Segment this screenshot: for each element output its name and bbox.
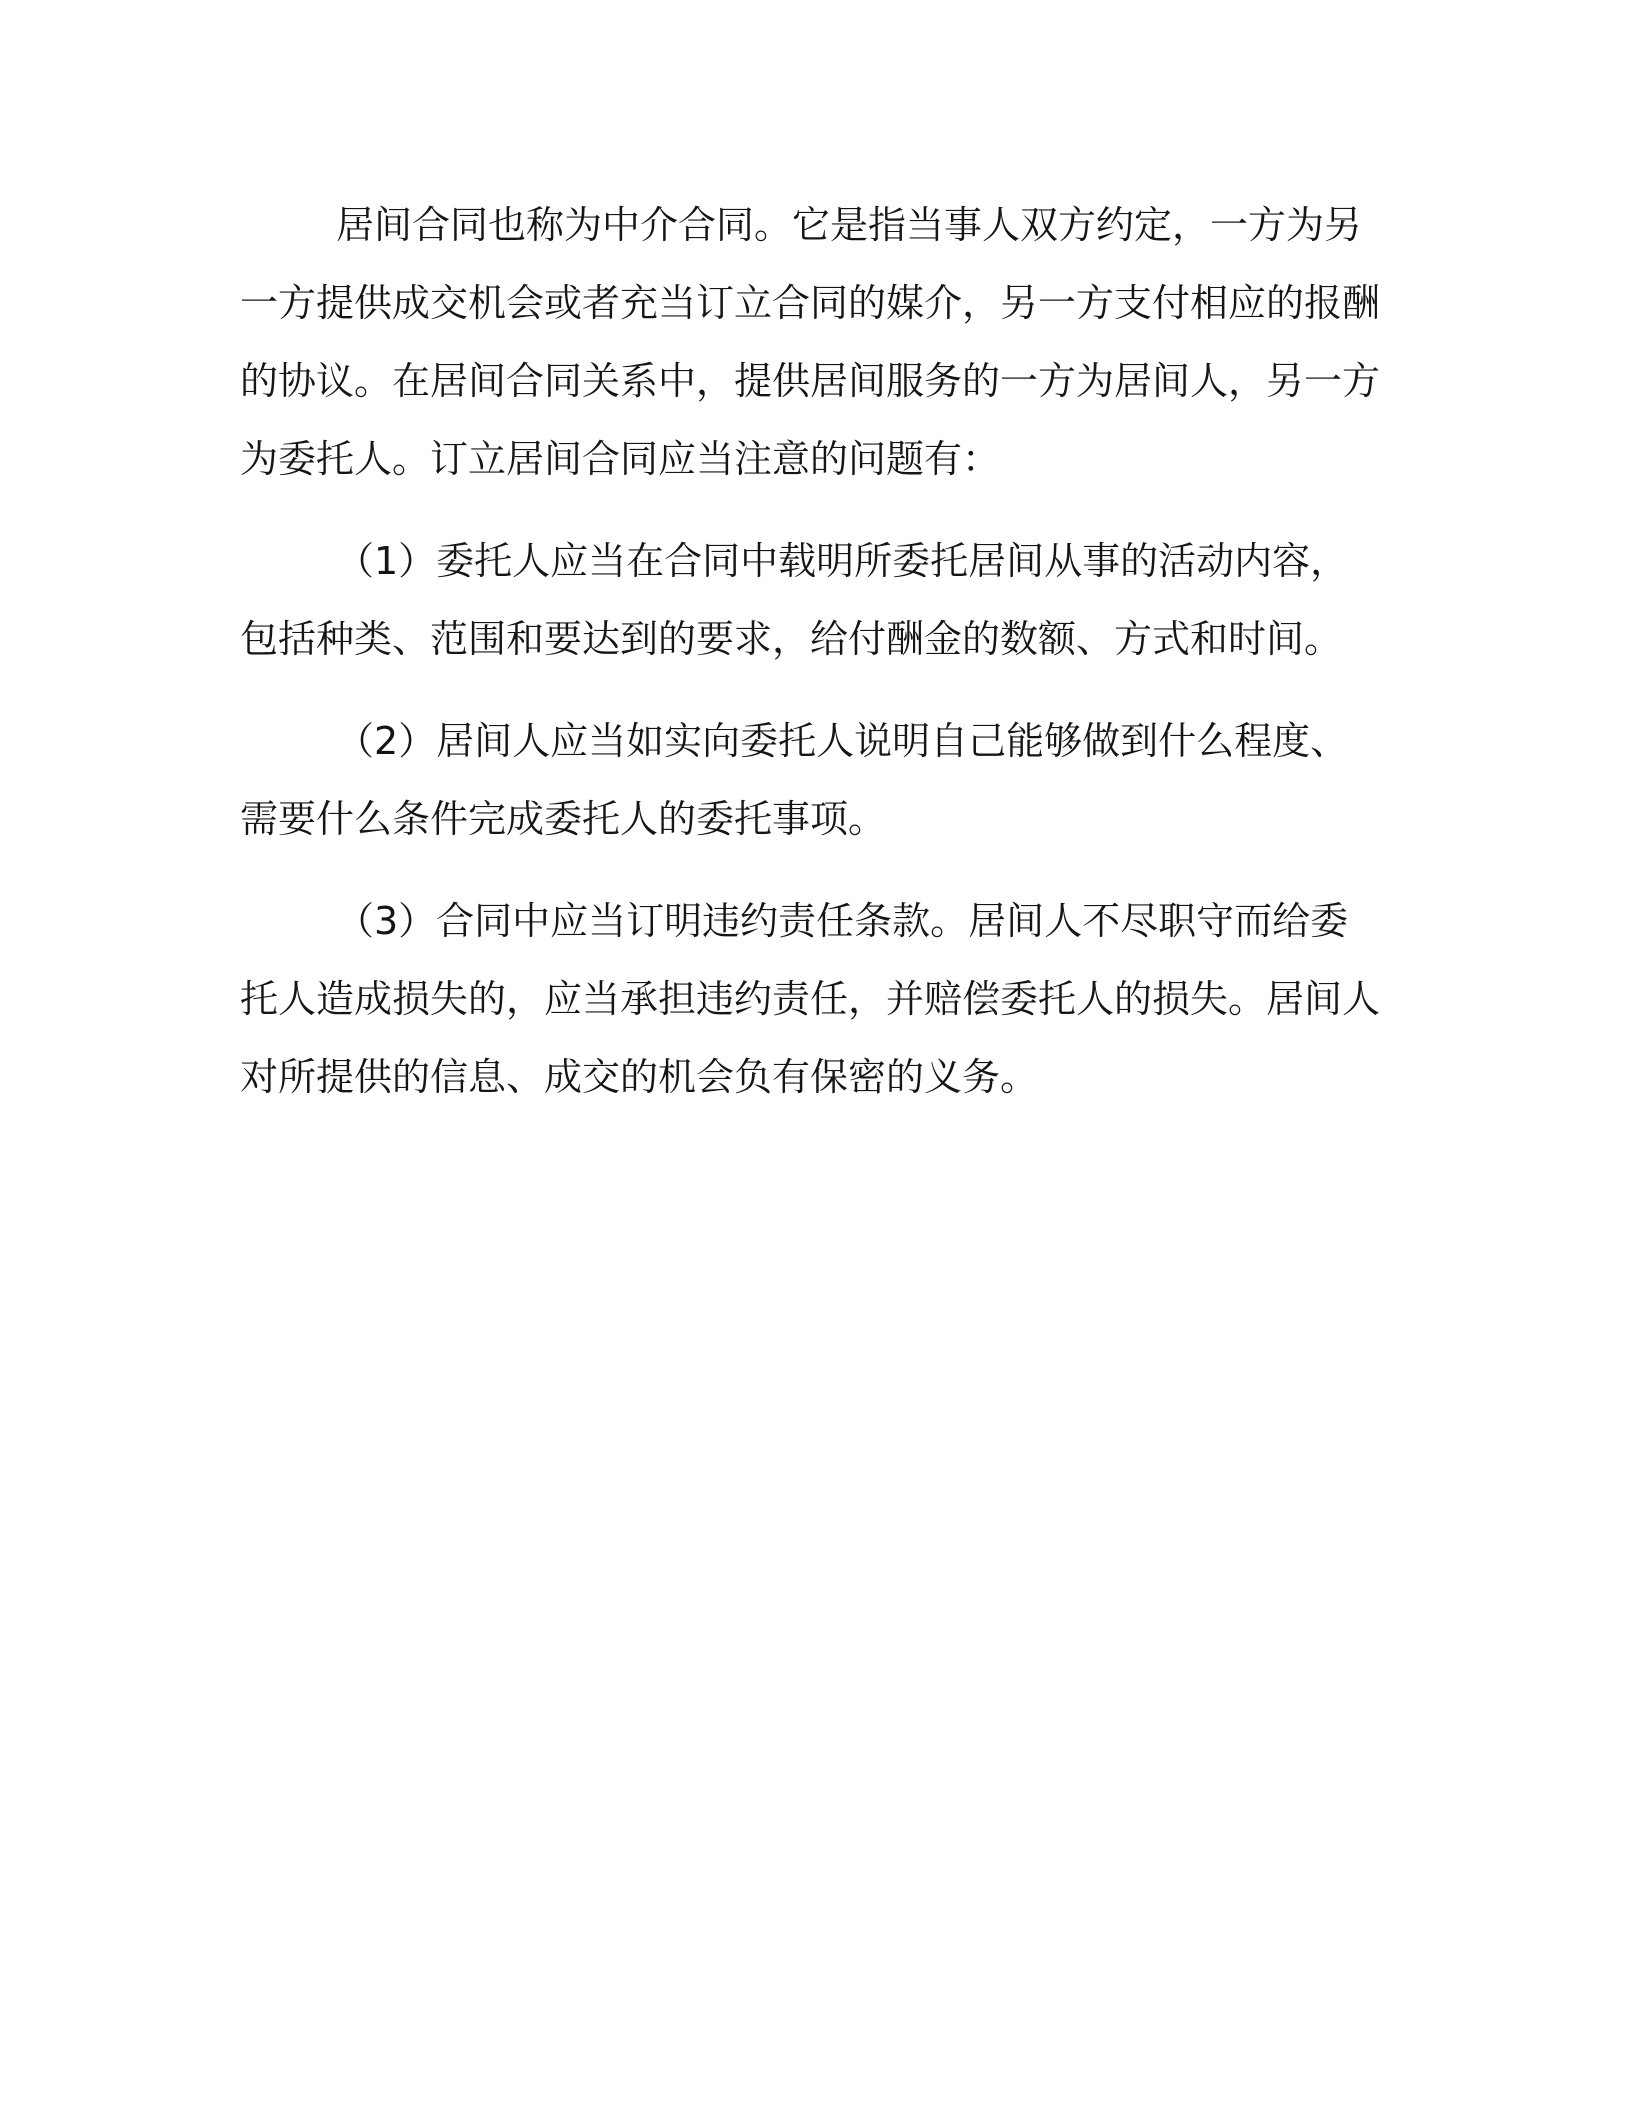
list-item-3: （3）合同中应当订明违约责任条款。居间人不尽职守而给委托人造成损失的，应当承担违约责任，并赔偿委托人的损失。居间人对所提供的信息、成交的机会负有保密的义务。 xyxy=(240,899,1381,1099)
list-item-1: （1）委托人应当在合同中载明所委托居间从事的活动内容，包括种类、范围和要达到的要求，给付酬金的数额、方式和时间。 xyxy=(240,539,1349,661)
intro-paragraph: 居间合同也称为中介合同。它是指当事人双方约定，一方为另一方提供成交机会或者充当订立合同的媒介，另一方支付相应的报酬的协议。在居间合同关系中，提供居间服务的一方为居间人，另一方为委托人。订立居间合同应当注意的问题有： xyxy=(240,203,1381,481)
list-item-2: （2）居间人应当如实向委托人说明自己能够做到什么程度、需要什么条件完成委托人的委托事项。 xyxy=(240,719,1349,841)
document-body xyxy=(240,186,1380,1140)
